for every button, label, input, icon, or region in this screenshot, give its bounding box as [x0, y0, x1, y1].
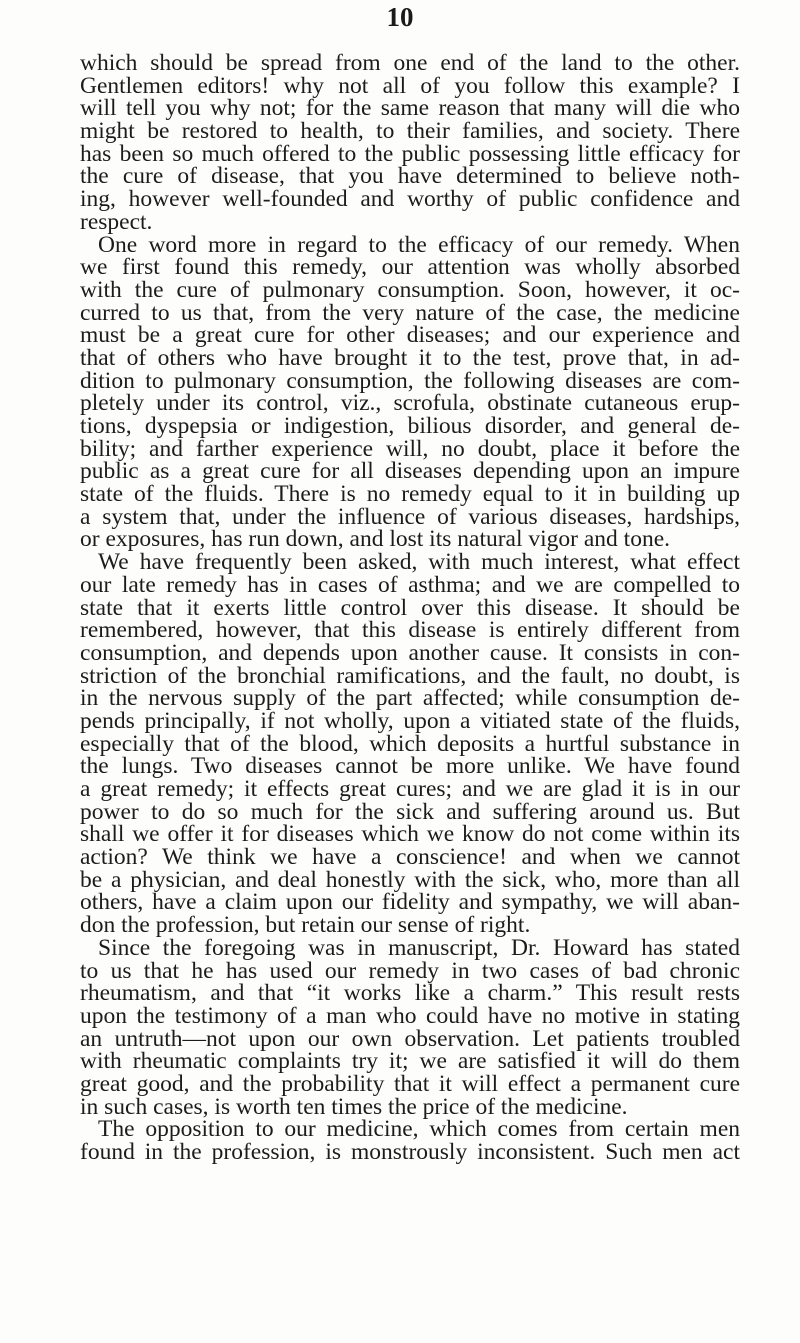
text-line: remembered, however, that this disease is entirely different from [80, 617, 740, 644]
text-line: that of others who have brought it to the test, prove that, in ad- [80, 344, 740, 371]
text-line: will tell you why not; for the same reason that many will die who [80, 95, 740, 122]
text-line: a great remedy; it effects great cures; and we are glad it is in our [80, 776, 740, 802]
text-line: consumption, and depends upon another cause. It consists in con- [80, 639, 740, 666]
text-line: shall we offer it for diseases which we know do not come within its [80, 821, 740, 848]
text-line: respect. [80, 208, 153, 235]
text-line: which should be spread from one end of the land to the other. [80, 50, 740, 76]
text-line: great good, and the probability that it will effect a permanent cure [80, 1070, 740, 1097]
text-line: don the profession, but retain our sense of right. [80, 912, 531, 939]
text-line: has been so much offered to the public possessing little efficacy for [80, 140, 740, 167]
text-line: be a physician, and deal honestly with the sick, who, more than all [80, 866, 740, 893]
text-line: Gentlemen editors! why not all of you follow this example? I [80, 72, 740, 99]
text-line: the cure of disease, that you have determined to believe noth- [80, 163, 740, 190]
text-line: an untruth—not upon our own observation. Let patients troubled [80, 1025, 740, 1052]
text-line: found in the profession, is monstrously inconsistent. Such men act [80, 1139, 740, 1165]
text-line: in the nervous supply of the part affected; while consumption de- [80, 685, 740, 712]
text-line: We have frequently been asked, with much interest, what effect [98, 549, 740, 576]
text-line: power to do so much for the sick and suffering around us. But [80, 798, 740, 825]
text-line: our late remedy has in cases of asthma; and we are compelled to [80, 571, 740, 598]
text-line: One word more in regard to the efficacy of our remedy. When [98, 231, 740, 258]
text-line: especially that of the blood, which deposits a hurtful substance in [80, 730, 740, 757]
text-line: pletely under its control, viz., scrofula, obstinate cutaneous erup- [80, 390, 740, 417]
text-line: or exposures, has run down, and lost its natural vigor and tone. [80, 526, 671, 553]
text-line: must be a great cure for other diseases; and our experience and [80, 322, 740, 349]
text-line: the lungs. Two diseases cannot be more unlike. We have found [80, 753, 740, 780]
page-number: 10 [386, 2, 414, 32]
text-line: state of the fluids. There is no remedy equal to it in building up [80, 481, 740, 508]
body-text [80, 52, 740, 1164]
text-line: upon the testimony of a man who could have no motive in stating [80, 1002, 740, 1029]
text-line: a system that, under the influence of various diseases, hardships, [80, 503, 740, 530]
text-line: ing, however well-founded and worthy of public confidence and [80, 186, 740, 213]
text-line: rheumatism, and that “it works like a charm.” This result rests [80, 980, 740, 1007]
text-line: with the cure of pulmonary consumption. Soon, however, it oc- [80, 276, 740, 303]
text-line: bility; and farther experience will, no doubt, place it before the [80, 435, 740, 462]
text-line: we first found this remedy, our attention was wholly absorbed [80, 254, 740, 281]
text-line: The opposition to our medicine, which comes from certain men [98, 1116, 740, 1143]
text-line: with rheumatic complaints try it; we are satisfied it will do them [80, 1048, 740, 1075]
text-line: might be restored to health, to their families, and society. There [80, 118, 740, 145]
text-line: striction of the bronchial ramifications, and the fault, no doubt, is [80, 662, 740, 689]
text-line: to us that he has used our remedy in two cases of bad chronic [80, 957, 740, 984]
text-line: tions, dyspepsia or indigestion, bilious disorder, and general de- [80, 413, 740, 439]
text-line: state that it exerts little control over this disease. It should be [80, 594, 740, 621]
text-line: pends principally, if not wholly, upon a vitiated state of the fluids, [80, 707, 740, 734]
text-line: others, have a claim upon our fidelity and sympathy, we will aban- [80, 889, 740, 916]
text-line: dition to pulmonary consumption, the following diseases are com- [80, 367, 740, 394]
text-line: action? We think we have a conscience! and when we cannot [80, 844, 740, 871]
text-line: Since the foregoing was in manuscript, Dr. Howard has stated [98, 934, 740, 961]
text-line: curred to us that, from the very nature of the case, the medicine [80, 299, 740, 326]
text-line: in such cases, is worth ten times the price of the medicine. [80, 1093, 628, 1120]
text-line: public as a great cure for all diseases depending upon an impure [80, 458, 740, 485]
